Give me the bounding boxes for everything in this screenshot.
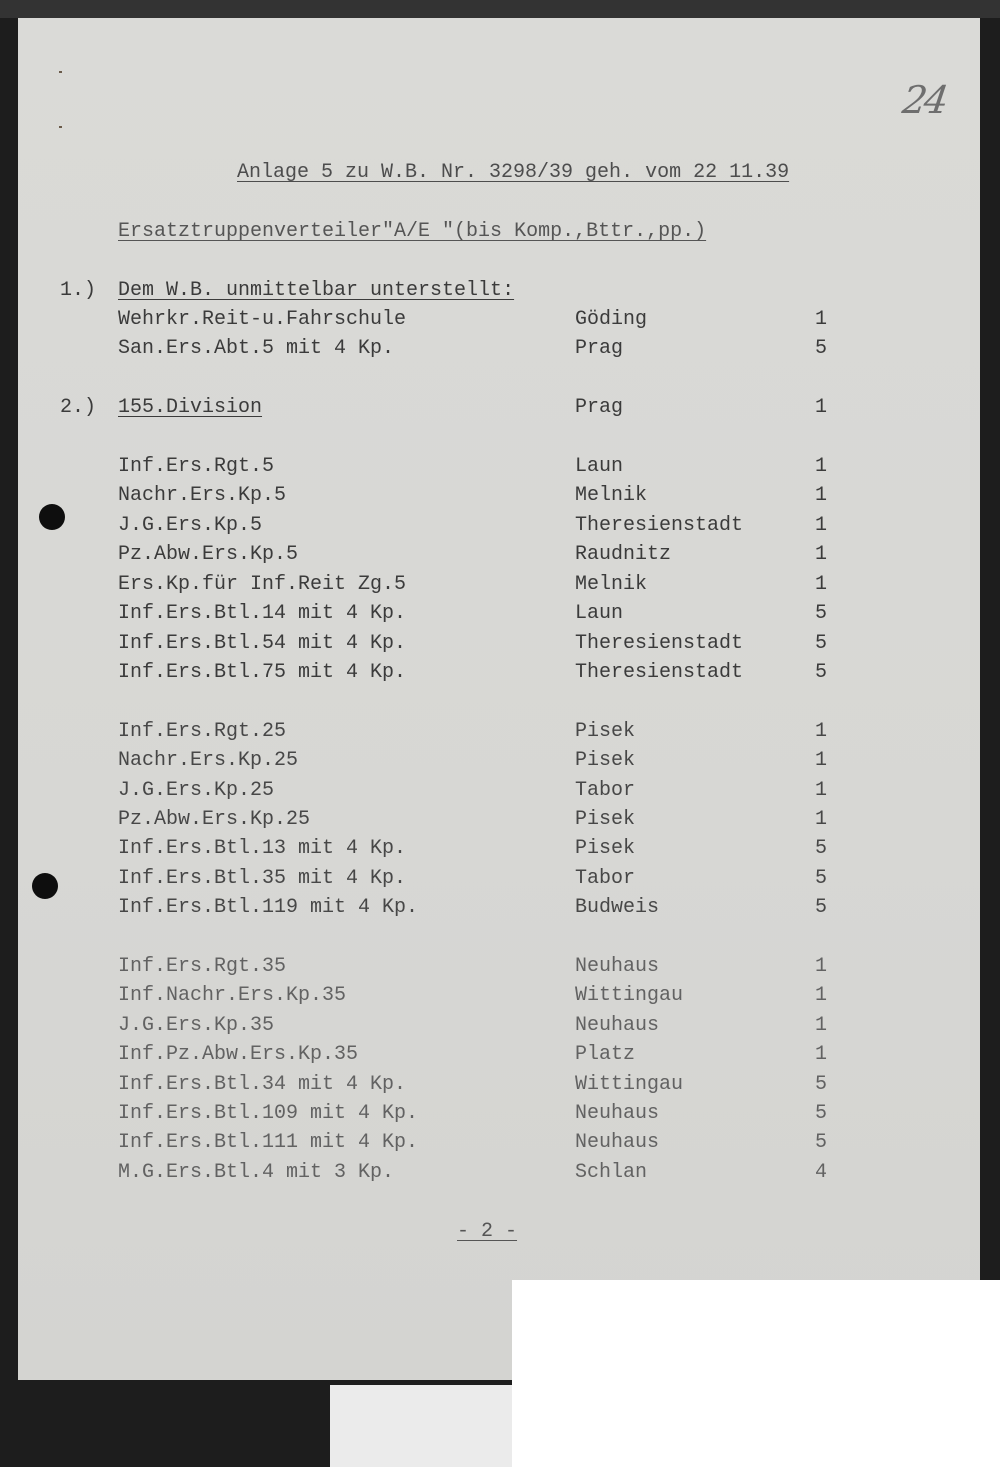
- distribution-list: [0, 276, 1000, 1188]
- entry-row: [0, 334, 1000, 363]
- entry-place: Platz: [575, 1043, 636, 1067]
- entry-row: [0, 1011, 1000, 1040]
- entry-unit: Inf.Ers.Btl.119 mit 4 Kp.: [118, 896, 419, 920]
- entry-row: [0, 1040, 1000, 1069]
- entry-unit: J.G.Ers.Kp.35: [118, 1013, 275, 1037]
- entry-row: [0, 776, 1000, 805]
- scanner-background: [0, 0, 1000, 18]
- entry-place: Schlan: [575, 1160, 648, 1184]
- section-heading-place: Prag: [575, 396, 624, 420]
- entry-count: 1: [815, 954, 828, 978]
- entry-count: 5: [815, 1072, 828, 1096]
- entry-row: [0, 893, 1000, 922]
- entry-row: [0, 805, 1000, 834]
- entry-place: Tabor: [575, 866, 636, 890]
- section: [0, 276, 1000, 364]
- entry-unit: Inf.Ers.Btl.75 mit 4 Kp.: [118, 660, 407, 684]
- entry-place: Theresienstadt: [575, 513, 744, 537]
- entry-place: Melnik: [575, 572, 648, 596]
- entry-unit: Inf.Pz.Abw.Ers.Kp.35: [118, 1043, 359, 1067]
- entry-group: [0, 305, 1000, 364]
- entry-count: 1: [815, 572, 828, 596]
- entry-count: 1: [815, 984, 828, 1008]
- entry-count: 1: [815, 719, 828, 743]
- entry-unit: San.Ers.Abt.5 mit 4 Kp.: [118, 337, 395, 361]
- entry-place: Neuhaus: [575, 954, 660, 978]
- section-heading-line: [0, 276, 1000, 305]
- entry-row: [0, 629, 1000, 658]
- entry-row: [0, 981, 1000, 1010]
- entry-row: [0, 511, 1000, 540]
- section-number: 1.): [60, 278, 97, 302]
- entry-unit: Inf.Ers.Btl.54 mit 4 Kp.: [118, 631, 407, 655]
- white-cover: [512, 1280, 1000, 1467]
- entry-row: [0, 864, 1000, 893]
- entry-unit: Inf.Ers.Rgt.25: [118, 719, 287, 743]
- entry-unit: Inf.Ers.Btl.35 mit 4 Kp.: [118, 866, 407, 890]
- entry-row: [0, 570, 1000, 599]
- entry-count: 1: [815, 1013, 828, 1037]
- entry-row: [0, 481, 1000, 510]
- entry-row: [0, 599, 1000, 628]
- entry-count: 1: [815, 543, 828, 567]
- entry-place: Pisek: [575, 837, 636, 861]
- entry-unit: Wehrkr.Reit-u.Fahrschule: [118, 308, 407, 332]
- entry-place: Laun: [575, 455, 624, 479]
- section-heading: 155.Division: [118, 396, 263, 420]
- entry-count: 1: [815, 778, 828, 802]
- handwritten-page-number: 24: [899, 78, 949, 122]
- section-heading-count: 1: [815, 396, 828, 420]
- title-line: [0, 158, 1000, 187]
- entry-unit: Inf.Ers.Btl.13 mit 4 Kp.: [118, 837, 407, 861]
- section-heading: Dem W.B. unmittelbar unterstellt:: [118, 278, 515, 302]
- entry-count: 1: [815, 749, 828, 773]
- entry-count: 1: [815, 513, 828, 537]
- document-subtitle: Ersatztruppenverteiler"A/E "(bis Komp.,Bttr.,pp.): [118, 219, 707, 243]
- entry-unit: Inf.Ers.Rgt.5: [118, 455, 275, 479]
- entry-place: Tabor: [575, 778, 636, 802]
- entry-place: Neuhaus: [575, 1102, 660, 1125]
- entry-row: [0, 305, 1000, 334]
- entry-row: [0, 540, 1000, 569]
- entry-row: [0, 658, 1000, 687]
- entry-place: Prag: [575, 337, 624, 361]
- entry-place: Wittingau: [575, 1072, 684, 1096]
- entry-place: Raudnitz: [575, 543, 672, 567]
- entry-count: 1: [815, 455, 828, 479]
- entry-unit: Ers.Kp.für Inf.Reit Zg.5: [118, 572, 407, 596]
- section: [0, 393, 1000, 1187]
- subtitle-line: [0, 217, 1000, 246]
- document-title: Anlage 5 zu W.B. Nr. 3298/39 geh. vom 22 11.39: [237, 161, 790, 184]
- entry-count: 5: [815, 660, 828, 684]
- section-heading-line: [0, 393, 1000, 422]
- entry-count: 5: [815, 837, 828, 861]
- entry-count: 1: [815, 1043, 828, 1067]
- page-footer: - 2 -: [457, 1219, 518, 1243]
- entry-place: Pisek: [575, 719, 636, 743]
- entry-place: Laun: [575, 602, 624, 626]
- entry-place: Theresienstadt: [575, 631, 744, 655]
- entry-unit: Inf.Ers.Btl.34 mit 4 Kp.: [118, 1072, 407, 1096]
- entry-place: Budweis: [575, 896, 660, 920]
- entry-place: Wittingau: [575, 984, 684, 1008]
- paper-mark: [59, 71, 62, 73]
- entry-unit: Inf.Ers.Rgt.35: [118, 954, 287, 978]
- entry-count: 5: [815, 337, 828, 361]
- scanner-card: [330, 1385, 512, 1467]
- entry-count: 5: [815, 1131, 828, 1155]
- entry-row: [0, 1158, 1000, 1187]
- entry-row: [0, 746, 1000, 775]
- entry-row: [0, 1128, 1000, 1157]
- entry-group: [0, 717, 1000, 923]
- entry-count: 5: [815, 631, 828, 655]
- footer-line: [0, 1217, 1000, 1246]
- entry-unit: Pz.Abw.Ers.Kp.5: [118, 543, 299, 567]
- entry-unit: Inf.Ers.Btl.109 mit 4 Kp.: [118, 1102, 419, 1125]
- entry-place: Pisek: [575, 749, 636, 773]
- entry-count: 4: [815, 1160, 828, 1184]
- entry-group: [0, 452, 1000, 687]
- entry-row: [0, 452, 1000, 481]
- entry-unit: Inf.Nachr.Ers.Kp.35: [118, 984, 347, 1008]
- typed-text: [0, 158, 1000, 1246]
- section-number: 2.): [60, 396, 97, 420]
- paper-mark: [59, 126, 62, 128]
- entry-unit: J.G.Ers.Kp.5: [118, 513, 263, 537]
- entry-place: Neuhaus: [575, 1131, 660, 1155]
- entry-count: 5: [815, 602, 828, 626]
- entry-row: [0, 1099, 1000, 1128]
- entry-unit: M.G.Ers.Btl.4 mit 3 Kp.: [118, 1160, 395, 1184]
- entry-unit: Pz.Abw.Ers.Kp.25: [118, 807, 311, 831]
- entry-place: Pisek: [575, 807, 636, 831]
- entry-count: 5: [815, 1102, 828, 1125]
- entry-group: [0, 952, 1000, 1187]
- entry-place: Neuhaus: [575, 1013, 660, 1037]
- entry-count: 5: [815, 866, 828, 890]
- entry-count: 1: [815, 807, 828, 831]
- entry-count: 1: [815, 308, 828, 332]
- entry-place: Theresienstadt: [575, 660, 744, 684]
- entry-place: Melnik: [575, 484, 648, 508]
- entry-unit: J.G.Ers.Kp.25: [118, 778, 275, 802]
- entry-row: [0, 834, 1000, 863]
- entry-unit: Nachr.Ers.Kp.5: [118, 484, 287, 508]
- entry-unit: Nachr.Ers.Kp.25: [118, 749, 299, 773]
- entry-count: 5: [815, 896, 828, 920]
- entry-unit: Inf.Ers.Btl.111 mit 4 Kp.: [118, 1131, 419, 1155]
- entry-count: 1: [815, 484, 828, 508]
- entry-row: [0, 952, 1000, 981]
- entry-row: [0, 1070, 1000, 1099]
- entry-place: Göding: [575, 308, 648, 332]
- entry-unit: Inf.Ers.Btl.14 mit 4 Kp.: [118, 602, 407, 626]
- entry-row: [0, 717, 1000, 746]
